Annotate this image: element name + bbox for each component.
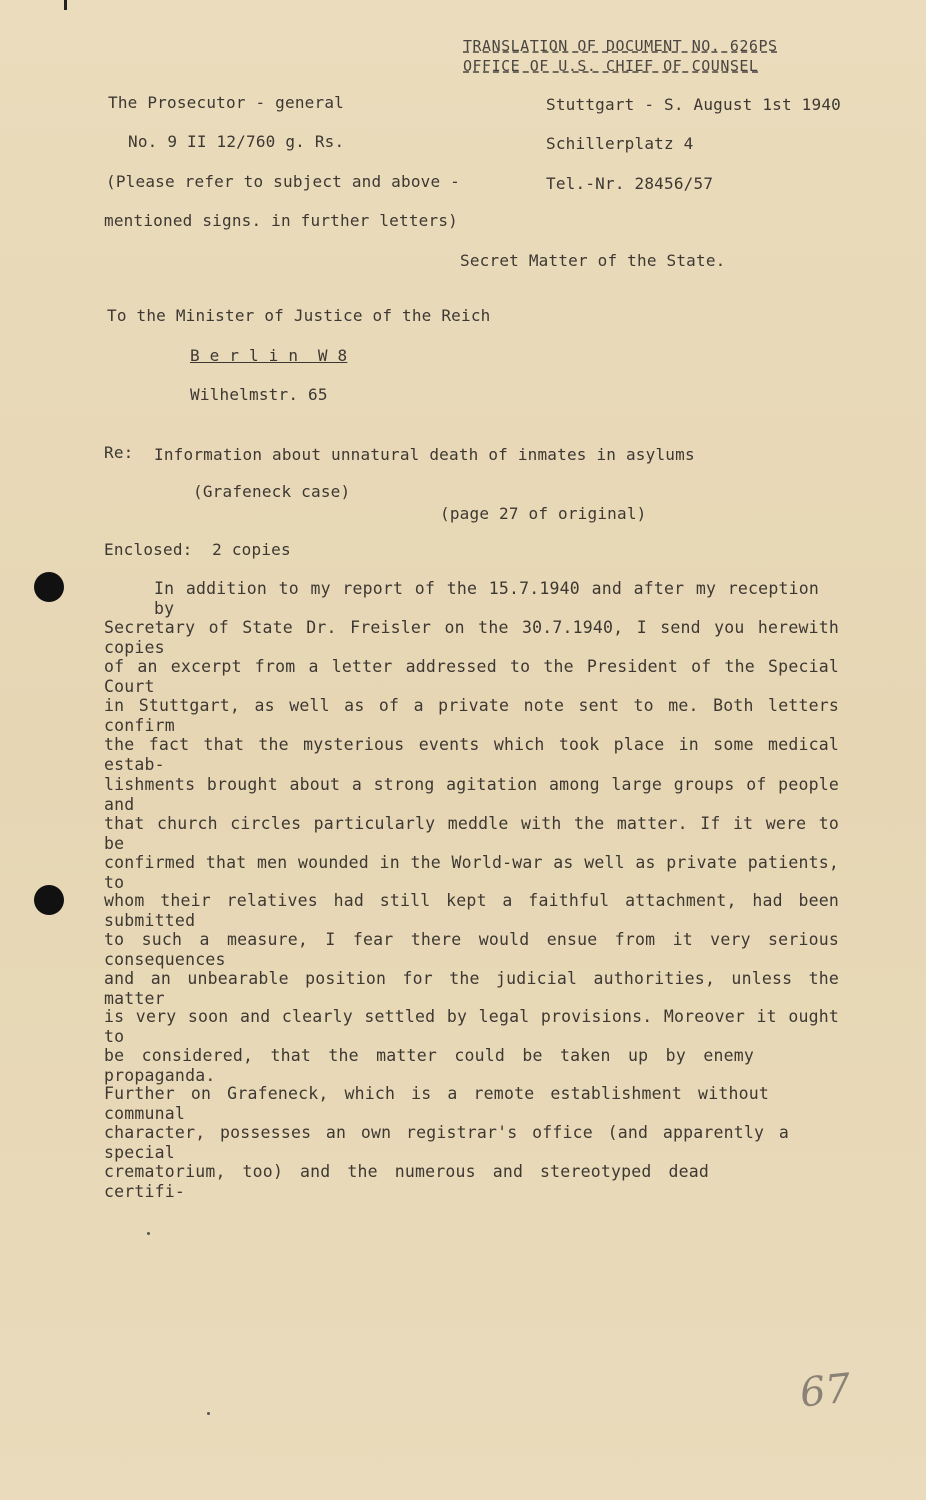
body-line: that church circles particularly meddle with the matter. If it were to be xyxy=(104,814,839,853)
classification: Secret Matter of the State. xyxy=(460,251,726,270)
sender-title: The Prosecutor - general xyxy=(108,93,344,112)
sender-note-line-1: (Please refer to subject and above - xyxy=(106,172,460,191)
recipient-city: B e r l i n W 8 xyxy=(190,346,348,365)
body-line: to such a measure, I fear there would ensue from it very serious consequences xyxy=(104,930,839,969)
body-line: character, possesses an own registrar's office (and apparently a special xyxy=(104,1123,789,1162)
body-line: whom their relatives had still kept a faithful attachment, had been submitted xyxy=(104,891,839,930)
paper-speck xyxy=(147,1232,150,1235)
body-line: is very soon and clearly settled by legal provisions. Moreover it ought to xyxy=(104,1007,839,1046)
recipient-street: Wilhelmstr. 65 xyxy=(190,385,328,404)
recipient-line: To the Minister of Justice of the Reich xyxy=(107,306,491,325)
paper-speck xyxy=(207,1412,210,1415)
sender-reference: No. 9 II 12/760 g. Rs. xyxy=(128,132,345,151)
place-and-date: Stuttgart - S. August 1st 1940 xyxy=(546,95,841,114)
body-line: of an excerpt from a letter addressed to the President of the Special Court xyxy=(104,657,839,696)
body-line: the fact that the mysterious events which took place in some medical estab- xyxy=(104,735,839,774)
telephone-number: Tel.-Nr. 28456/57 xyxy=(546,174,714,193)
body-line: in Stuttgart, as well as of a private note sent to me. Both letters confirm xyxy=(104,696,839,735)
body-line: and an unbearable position for the judicial authorities, unless the matter xyxy=(104,969,839,1008)
subject-label: Re: xyxy=(104,443,134,462)
counsel-header: OFFICE OF U.S. CHIEF OF COUNSEL xyxy=(463,57,759,75)
body-line: lishments brought about a strong agitation among large groups of people and xyxy=(104,775,839,814)
body-line: crematorium, too) and the numerous and stereotyped dead certifi- xyxy=(104,1162,709,1201)
body-line: confirmed that men wounded in the World-war as well as private patients, to xyxy=(104,853,839,892)
body-line: Secretary of State Dr. Freisler on the 30.7.1940, I send you herewith copies xyxy=(104,618,839,657)
enclosure-note: Enclosed: 2 copies xyxy=(104,540,291,559)
page-reference: (page 27 of original) xyxy=(440,504,647,523)
edge-mark xyxy=(64,0,67,10)
translation-header: TRANSLATION OF DOCUMENT NO. 626PS xyxy=(463,37,778,55)
punch-hole-bottom xyxy=(34,885,64,915)
body-line: be considered, that the matter could be taken up by enemy propaganda. xyxy=(104,1046,754,1085)
punch-hole-top xyxy=(34,572,64,602)
body-line: Further on Grafeneck, which is a remote establishment without communal xyxy=(104,1084,769,1123)
case-name: (Grafeneck case) xyxy=(193,482,351,501)
sender-note-line-2: mentioned signs. in further letters) xyxy=(104,211,458,230)
handwritten-page-number: 67 xyxy=(797,1365,854,1417)
subject-text: Information about unnatural death of inmates in asylums xyxy=(154,445,695,464)
street-address: Schillerplatz 4 xyxy=(546,134,694,153)
body-line: In addition to my report of the 15.7.1940 and after my reception by xyxy=(154,579,819,618)
